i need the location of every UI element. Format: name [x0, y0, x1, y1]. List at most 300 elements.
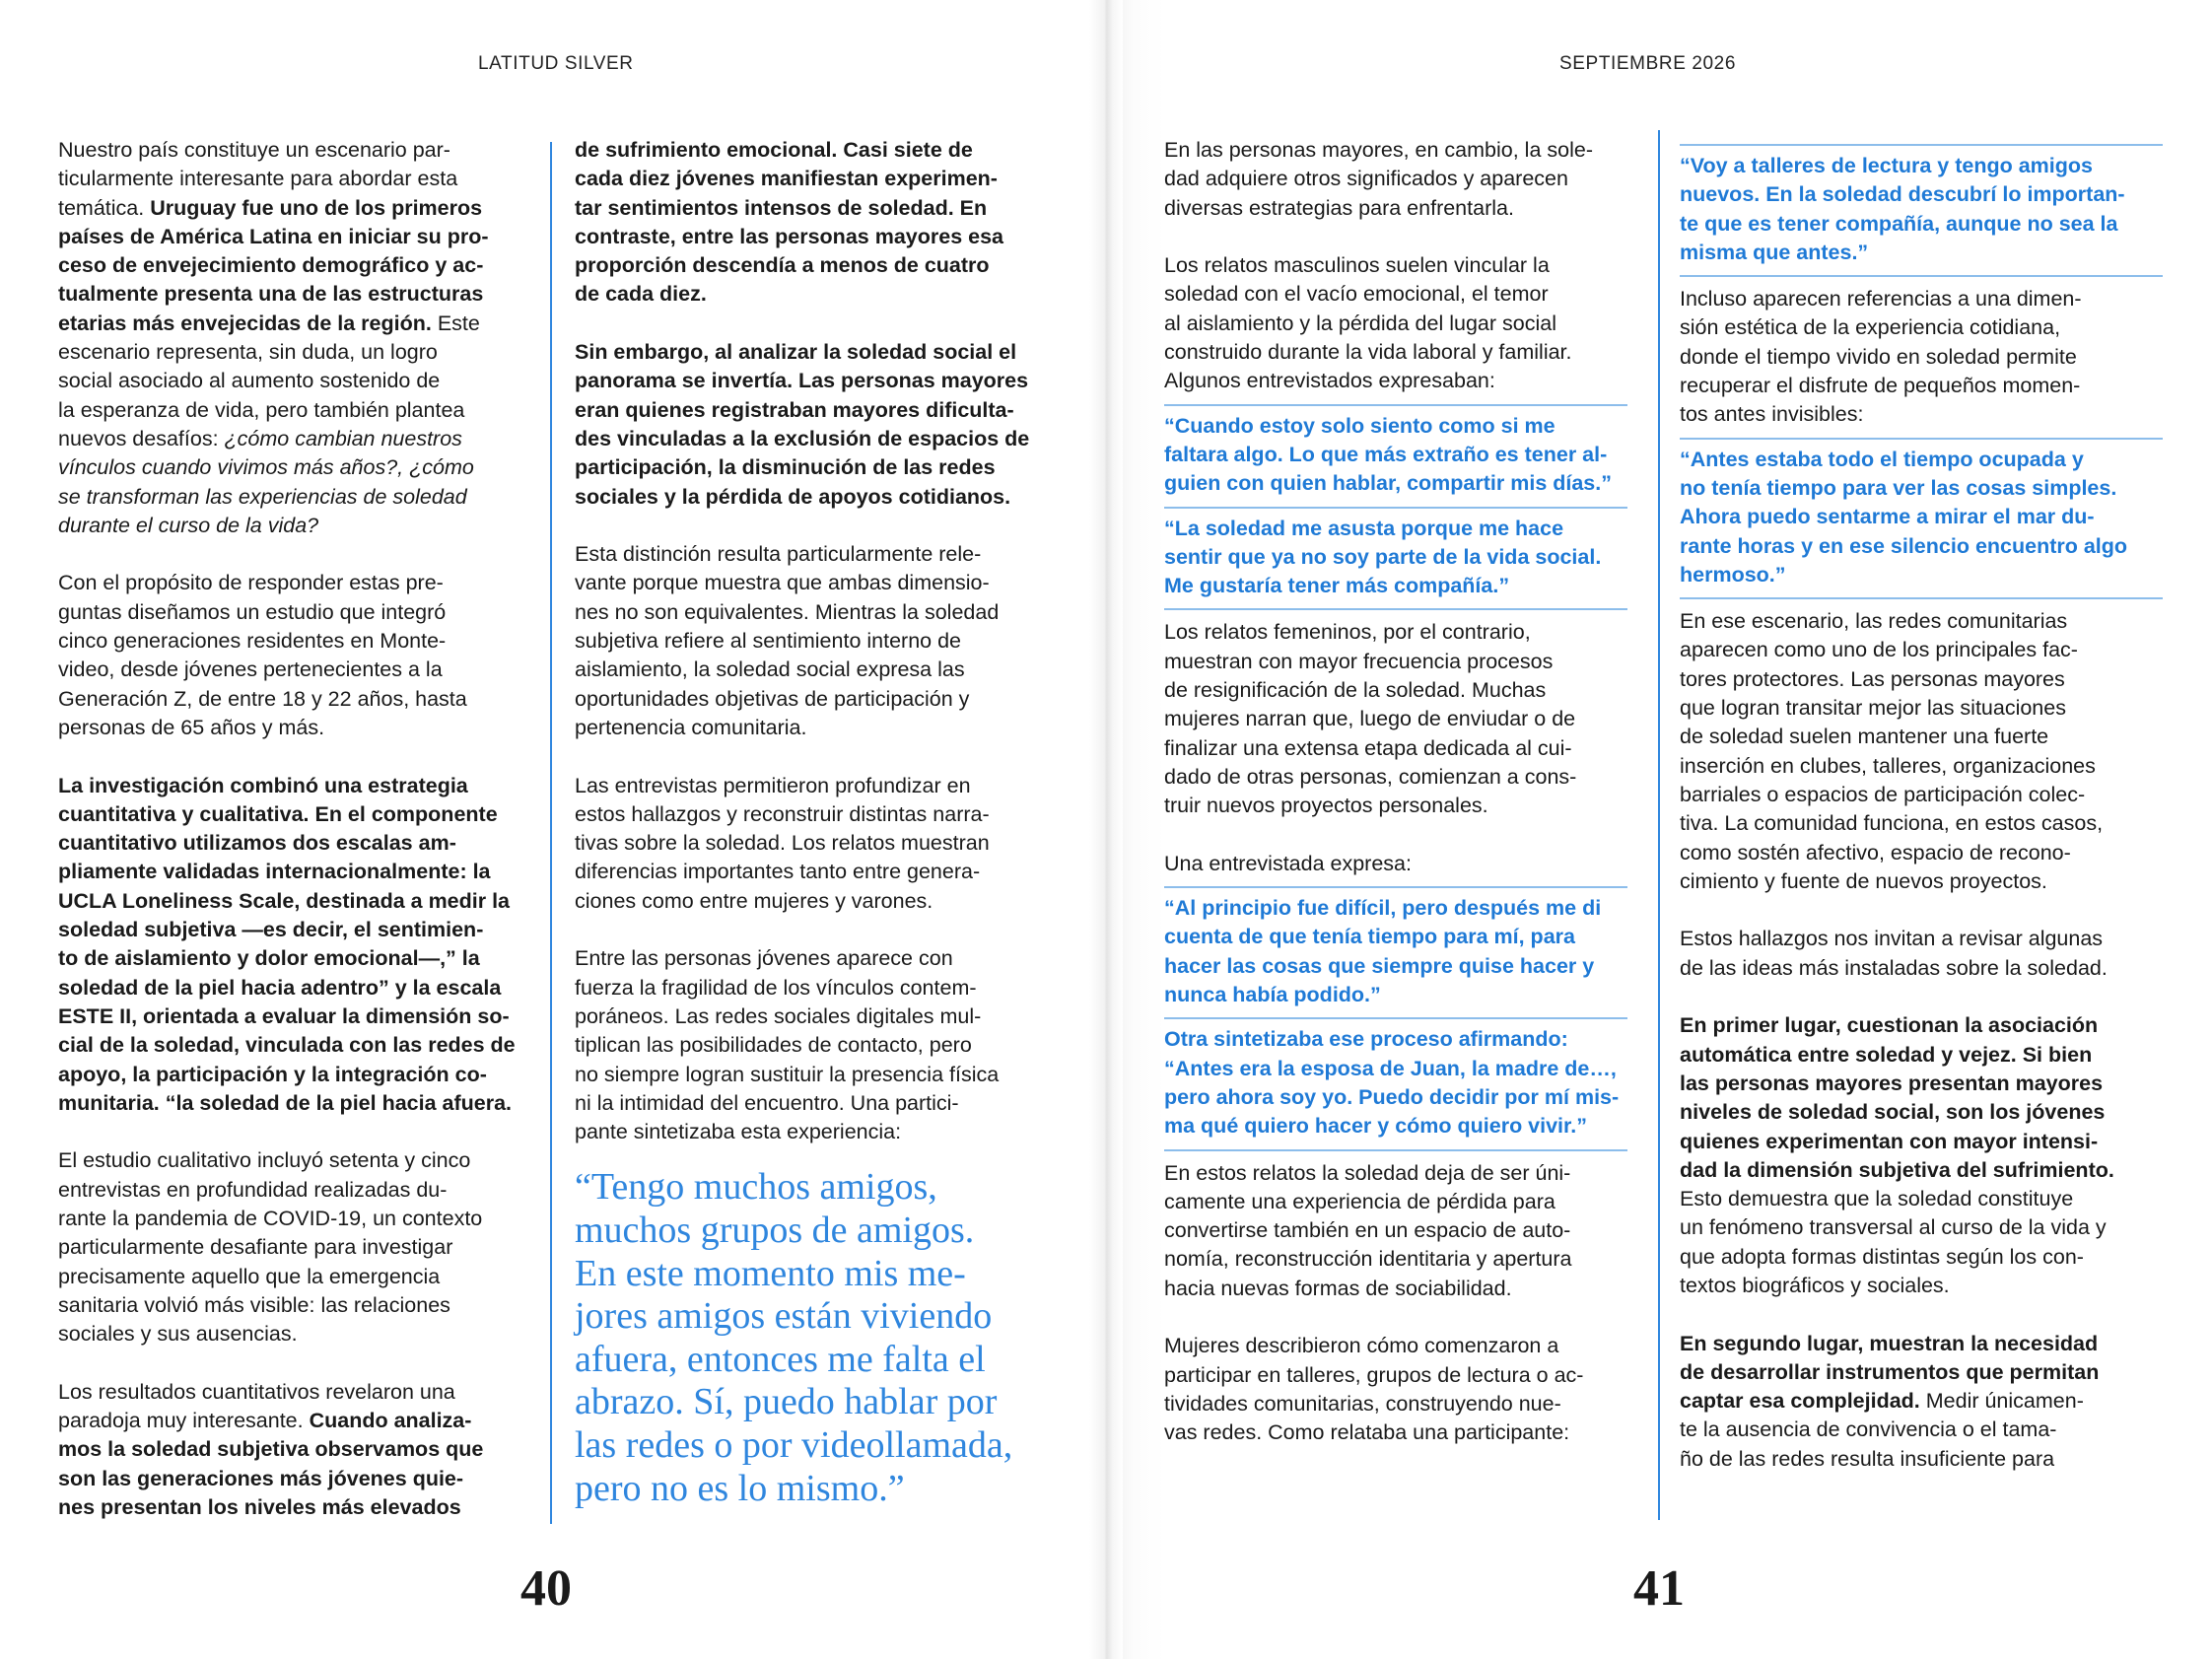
text-run: cial de la soledad, vinculada con las redes de — [58, 1033, 516, 1058]
text-line — [1680, 781, 2163, 809]
text-run: En segundo lugar, muestran la necesidad — [1680, 1331, 2099, 1355]
text-line — [575, 569, 1068, 597]
text-line — [575, 396, 1068, 425]
text-run: oportunidades objetivas de participación y — [575, 686, 970, 711]
text-line — [1680, 1330, 2163, 1358]
text-line — [1680, 1156, 2163, 1185]
text-run: munitaria. “la soledad de la piel hacia afuera. — [58, 1090, 513, 1115]
text-run: ciones como entre mujeres y varones. — [575, 888, 933, 913]
text-run: dad la dimensión subjetiva del sufrimiento. — [1680, 1157, 2114, 1182]
text-run: pertenencia comunitaria. — [575, 715, 807, 739]
text-run: Con el propósito de responder estas pre- — [58, 571, 444, 595]
interview-quote — [1680, 144, 2163, 277]
text-run: de las ideas más instaladas sobre la soledad. — [1680, 955, 2108, 980]
text-run: ¿cómo cambian nuestros — [224, 426, 462, 450]
text-line: abrazo. Sí, puedo hablar por — [575, 1381, 998, 1423]
text-line — [58, 512, 551, 540]
text-line — [1680, 1185, 2163, 1213]
text-run: sociales y la pérdida de apoyos cotidianos. — [575, 484, 1011, 509]
text-run: Estos hallazgos nos invitan a revisar algunas — [1680, 927, 2104, 951]
text-run: personas de 65 años y más. — [58, 715, 325, 739]
text-run: tiplican las posibilidades de contacto, pero — [575, 1033, 972, 1058]
text-run: aislamiento, la soledad social expresa las — [575, 657, 965, 682]
text-line: recuperar el disfrute de pequeños momen- — [1680, 374, 2081, 398]
text-line — [575, 598, 1068, 627]
text-run: Cuando analiza- — [309, 1409, 472, 1433]
text-run: de soledad suelen mantener una fuerte — [1680, 725, 2049, 749]
text-line — [1680, 1041, 2163, 1070]
column-body — [1164, 136, 1627, 396]
interview-quote — [1164, 509, 1627, 611]
text-run: Medir únicamen- — [1919, 1389, 2084, 1414]
text-run: textos biográficos y sociales. — [1680, 1273, 1950, 1297]
text-line — [58, 338, 551, 367]
text-line — [58, 425, 551, 453]
column-body — [1164, 1159, 1627, 1448]
text-line — [58, 280, 551, 309]
pull-quote — [575, 1166, 1068, 1510]
text-line: convertirse también en un espacio de auto- — [1164, 1218, 1571, 1243]
text-run: subjetiva refiere al sentimiento interno de — [575, 629, 961, 654]
text-run: social asociado al aumento sostenido de — [58, 369, 441, 393]
text-run: particularmente desafiante para investigar — [58, 1235, 453, 1260]
text-line — [1680, 867, 2163, 896]
paragraph-gap — [1164, 223, 1627, 251]
text-line — [58, 1233, 551, 1262]
text-run: se transforman las experiencias de soledad — [58, 484, 467, 509]
text-run: Sin embargo, al analizar la soledad social el — [575, 340, 1017, 365]
text-line: ma qué quiero hacer y cómo quiero vivir.” — [1164, 1114, 1587, 1139]
text-line — [58, 310, 551, 338]
text-line — [575, 772, 1068, 800]
text-line — [1680, 1070, 2163, 1098]
interview-quote — [1164, 1019, 1627, 1150]
text-run: En primer lugar, cuestionan la asociación — [1680, 1013, 2099, 1038]
text-line — [58, 887, 551, 916]
text-line: hacer las cosas que siempre quise hacer y — [1164, 953, 1595, 978]
text-line: “Antes era la esposa de Juan, la madre de…, — [1164, 1056, 1617, 1080]
column-body — [1680, 285, 2163, 429]
paragraph-gap — [575, 742, 1068, 771]
text-line: guien con quien hablar, compartir mis días.” — [1164, 471, 1612, 496]
text-line: finalizar una extensa etapa dedicada al cui- — [1164, 735, 1572, 760]
paragraph-gap — [575, 512, 1068, 540]
text-line: al aislamiento y la pérdida del lugar social — [1164, 311, 1556, 335]
text-line — [575, 685, 1068, 714]
paragraph-gap — [58, 742, 551, 771]
text-line — [575, 223, 1068, 251]
text-line: cuenta de que tenía tiempo para mí, para — [1164, 925, 1575, 949]
text-line: vas redes. Como relataba una participante: — [1164, 1420, 1570, 1445]
text-line — [575, 656, 1068, 684]
text-line — [58, 858, 551, 886]
text-line: Otra sintetizaba ese proceso afirmando: — [1164, 1027, 1568, 1052]
text-run: to de aislamiento y dolor emocional—,” la — [58, 946, 480, 971]
text-run: tivas sobre la soledad. Los relatos muestran — [575, 831, 990, 856]
text-run: tiva. La comunidad funciona, en estos casos, — [1680, 811, 2104, 836]
text-line: “Voy a talleres de lectura y tengo amigos — [1680, 154, 2093, 177]
text-run: etarias más envejecidas de la región. — [58, 311, 432, 335]
text-line — [1680, 1387, 2163, 1416]
text-line — [58, 916, 551, 944]
text-run: Las entrevistas permitieron profundizar en — [575, 773, 971, 797]
text-line: nomía, reconstrucción identitaria y apertura — [1164, 1247, 1572, 1272]
text-run: pliamente validadas internacionalmente: la — [58, 860, 491, 884]
text-line — [575, 974, 1068, 1002]
text-line: “Tengo muchos amigos, — [575, 1166, 937, 1209]
text-run: países de América Latina en iniciar su pro- — [58, 224, 489, 248]
text-run: un fenómeno transversal al curso de la vida y — [1680, 1215, 2107, 1240]
text-line: construido durante la vida laboral y familiar. — [1164, 340, 1572, 365]
text-run: quienes experimentan con mayor intensi- — [1680, 1129, 2099, 1153]
text-run: sociales y sus ausencias. — [58, 1322, 298, 1347]
text-run: inserción en clubes, talleres, organizaciones — [1680, 753, 2096, 778]
text-line — [58, 223, 551, 251]
text-run: Nuestro país constituye un escenario par- — [58, 138, 450, 162]
text-run: no siempre logran sustituir la presencia física — [575, 1062, 1000, 1086]
text-run: pante sintetizaba esta experiencia: — [575, 1120, 902, 1144]
text-line — [575, 540, 1068, 569]
text-run: proporción descendía a menos de cuatro — [575, 253, 990, 278]
text-run: barriales o espacios de participación colec- — [1680, 782, 2086, 806]
text-line — [575, 338, 1068, 367]
text-line — [58, 367, 551, 395]
text-line — [58, 714, 551, 742]
text-run: ceso de envejecimiento demográfico y ac- — [58, 253, 484, 278]
text-line: de resignificación de la soledad. Muchas — [1164, 678, 1547, 703]
text-line — [575, 627, 1068, 656]
running-head-right: SEPTIEMBRE 2026 — [1559, 53, 1737, 74]
text-line — [1680, 694, 2163, 723]
text-run: panorama se invertía. Las personas mayores — [575, 369, 1029, 393]
column-divider — [550, 142, 552, 1524]
text-line — [1680, 1416, 2163, 1444]
text-line: truir nuevos proyectos personales. — [1164, 794, 1488, 818]
text-line — [1680, 636, 2163, 664]
text-line: Ahora puedo sentarme a mirar el mar du- — [1680, 505, 2095, 529]
text-line — [58, 944, 551, 973]
text-line: hacia nuevas formas de sociabilidad. — [1164, 1276, 1512, 1300]
text-run: eran quienes registraban mayores dificulta- — [575, 397, 1014, 422]
right-column-1 — [1164, 136, 1627, 1447]
text-run: de desarrollar instrumentos que permitan — [1680, 1359, 2100, 1384]
text-line: tos antes invisibles: — [1680, 402, 1864, 427]
text-line: diversas estrategias para enfrentarla. — [1164, 195, 1514, 220]
text-line: las redes o por videollamada, — [575, 1423, 1013, 1466]
text-line — [575, 367, 1068, 395]
text-run: poráneos. Las redes sociales digitales mul- — [575, 1003, 982, 1028]
text-run: estos hallazgos y reconstruir distintas narra- — [575, 801, 990, 826]
text-line — [575, 858, 1068, 886]
text-line — [58, 1146, 551, 1175]
column-body — [1680, 607, 2163, 1474]
text-run: vante porque muestra que ambas dimensio- — [575, 571, 990, 595]
text-run: entrevistas en profundidad realizadas du- — [58, 1177, 448, 1202]
text-run: durante el curso de la vida? — [58, 513, 319, 537]
text-run: cuantitativo utilizamos dos escalas am- — [58, 831, 456, 856]
text-line — [58, 251, 551, 280]
text-run: automática entre soledad y vejez. Si bien — [1680, 1042, 2093, 1067]
text-line — [58, 1205, 551, 1233]
text-line — [575, 483, 1068, 512]
text-line — [58, 656, 551, 684]
text-run: cada diez jóvenes manifiestan experimen- — [575, 167, 998, 191]
text-line — [575, 1061, 1068, 1089]
text-line: “Antes estaba todo el tiempo ocupada y — [1680, 447, 2084, 471]
text-run: captar esa complejidad. — [1680, 1389, 1920, 1414]
text-line — [575, 453, 1068, 482]
text-line — [58, 165, 551, 193]
text-line: camente una experiencia de pérdida para — [1164, 1189, 1555, 1213]
page-number-right: 41 — [1633, 1560, 1685, 1617]
text-line: Mujeres describieron cómo comenzaron a — [1164, 1334, 1559, 1358]
text-run: escenario representa, sin duda, un logro — [58, 340, 438, 365]
text-line — [58, 1320, 551, 1348]
text-line — [575, 1118, 1068, 1146]
text-run: participación, la disminución de las redes — [575, 455, 996, 480]
text-run: sanitaria volvió más visible: las relaciones — [58, 1292, 450, 1317]
text-run: Entre las personas jóvenes aparece con — [575, 946, 953, 971]
text-run: niveles de soledad social, son los jóvenes — [1680, 1100, 2106, 1125]
text-line: afuera, entonces me falta el — [575, 1338, 986, 1380]
running-head-left: LATITUD SILVER — [478, 53, 634, 74]
text-line: En las personas mayores, en cambio, la sole- — [1164, 138, 1593, 162]
text-line: En este momento mis me- — [575, 1252, 966, 1294]
text-run: diferencias importantes tanto entre genera- — [575, 860, 981, 884]
text-run: Esta distinción resulta particularmente rele- — [575, 542, 982, 567]
text-line — [575, 944, 1068, 973]
text-line: faltara algo. Lo que más extraño es tener al- — [1164, 442, 1608, 466]
text-line — [575, 1002, 1068, 1031]
text-line — [1680, 925, 2163, 953]
text-line: Los relatos masculinos suelen vincular la — [1164, 253, 1550, 278]
text-line — [1680, 723, 2163, 751]
text-line — [575, 280, 1068, 309]
text-run: Este — [431, 311, 480, 335]
text-line — [58, 627, 551, 656]
text-run: En ese escenario, las redes comunitarias — [1680, 609, 2068, 634]
text-run: rante la pandemia de COVID-19, un contexto — [58, 1206, 483, 1230]
text-line: soledad con el vacío emocional, el temor — [1164, 282, 1549, 307]
text-line: Incluso aparecen referencias a una dimen- — [1680, 287, 2082, 311]
paragraph-gap — [58, 1118, 551, 1146]
column-body — [1164, 618, 1627, 878]
interview-quote — [1680, 438, 2163, 599]
text-line — [58, 1493, 551, 1522]
text-run: aparecen como uno de los principales fac- — [1680, 638, 2078, 662]
text-line: “Al principio fue difícil, pero después me di — [1164, 896, 1602, 921]
text-line: dad adquiere otros significados y aparecen — [1164, 167, 1568, 191]
text-run: son las generaciones más jóvenes quie- — [58, 1466, 464, 1490]
text-run: UCLA Loneliness Scale, destinada a medir la — [58, 888, 511, 913]
right-page — [1106, 0, 2212, 1659]
interview-quote — [1164, 404, 1627, 509]
text-line — [58, 1465, 551, 1493]
text-run: nes no son equivalentes. Mientras la soledad — [575, 599, 1000, 624]
text-line — [575, 251, 1068, 280]
text-line — [1680, 809, 2163, 838]
paragraph-gap — [1164, 821, 1627, 850]
text-line — [58, 1176, 551, 1205]
text-line — [1680, 1445, 2163, 1474]
paragraph-gap — [575, 916, 1068, 944]
text-line — [58, 598, 551, 627]
book-gutter — [1089, 0, 1123, 1659]
text-run: las personas mayores presentan mayores — [1680, 1071, 2104, 1095]
paragraph-gap — [1680, 1300, 2163, 1329]
left-column-2 — [575, 136, 1068, 1510]
text-run: cuantitativa y cualitativa. En el componente — [58, 801, 498, 826]
text-line: sentir que ya no soy parte de la vida social. — [1164, 544, 1602, 569]
text-line — [1680, 665, 2163, 694]
text-run: Uruguay fue uno de los primeros — [150, 195, 483, 220]
text-run: contraste, entre las personas mayores esa — [575, 224, 1003, 248]
text-line — [58, 1291, 551, 1320]
text-line: jores amigos están viviendo — [575, 1295, 993, 1338]
text-line: pero no es lo mismo.” — [575, 1467, 905, 1509]
text-run: te la ausencia de convivencia o el tama- — [1680, 1417, 2057, 1442]
column-body — [575, 136, 1068, 1146]
text-line — [58, 453, 551, 482]
text-line: nuevos. En la soledad descubrí lo importan- — [1680, 182, 2125, 207]
text-line — [58, 1031, 551, 1060]
text-line — [58, 974, 551, 1002]
text-line: mujeres narran que, luego de enviudar o de — [1164, 707, 1576, 731]
text-line — [58, 1263, 551, 1291]
text-run: tores protectores. Las personas mayores — [1680, 666, 2065, 691]
text-line: hermoso.” — [1680, 562, 1786, 587]
text-line: “Cuando estoy solo siento como si me — [1164, 413, 1555, 438]
text-line: En estos relatos la soledad deja de ser úni- — [1164, 1160, 1571, 1185]
text-line — [58, 483, 551, 512]
text-line — [575, 1031, 1068, 1060]
text-run: video, desde jóvenes pertenecientes a la — [58, 657, 443, 682]
text-line — [58, 194, 551, 223]
text-line — [1680, 1098, 2163, 1127]
text-run: tar sentimientos intensos de soledad. En — [575, 195, 988, 220]
interview-quote — [1164, 886, 1627, 1019]
text-line — [1680, 1213, 2163, 1242]
text-line: muchos grupos de amigos. — [575, 1209, 975, 1251]
text-line — [1680, 1011, 2163, 1040]
text-line — [575, 887, 1068, 916]
text-line — [575, 136, 1068, 165]
text-run: fuerza la fragilidad de los vínculos contem- — [575, 975, 977, 1000]
text-line: sión estética de la experiencia cotidiana, — [1680, 315, 2061, 340]
text-run: ño de las redes resulta insuficiente para — [1680, 1446, 2055, 1471]
text-run: cimiento y fuente de nuevos proyectos. — [1680, 868, 2047, 893]
text-line — [575, 714, 1068, 742]
text-line: Algunos entrevistados expresaban: — [1164, 369, 1495, 393]
paragraph-gap — [1680, 983, 2163, 1011]
text-line — [1680, 1128, 2163, 1156]
text-line — [58, 829, 551, 858]
text-run: de cada diez. — [575, 282, 707, 307]
text-run: cinco generaciones residentes en Monte- — [58, 629, 447, 654]
text-line — [58, 1061, 551, 1089]
text-line — [58, 1002, 551, 1031]
text-run: El estudio cualitativo incluyó setenta y cinco — [58, 1148, 471, 1173]
text-line — [58, 1378, 551, 1407]
text-line — [58, 136, 551, 165]
text-line — [58, 1089, 551, 1118]
text-line — [58, 772, 551, 800]
text-run: la esperanza de vida, pero también plantea — [58, 397, 465, 422]
text-line — [1680, 1358, 2163, 1387]
text-run: La investigación combinó una estrategia — [58, 773, 468, 797]
text-run: soledad subjetiva —es decir, el sentimien- — [58, 918, 484, 942]
left-column-1 — [58, 136, 551, 1522]
paragraph-gap — [58, 1348, 551, 1377]
page-number-left: 40 — [520, 1560, 572, 1617]
text-line: dado de otras personas, comienzan a cons- — [1164, 764, 1577, 789]
text-line: misma que antes.” — [1680, 240, 1869, 264]
text-run: ticularmente interesante para abordar esta — [58, 167, 458, 191]
text-run: nes presentan los niveles más elevados — [58, 1494, 461, 1519]
text-run: que logran transitar mejor las situaciones — [1680, 696, 2066, 721]
text-line: muestran con mayor frecuencia procesos — [1164, 649, 1554, 673]
text-line — [575, 1089, 1068, 1118]
text-line — [575, 194, 1068, 223]
text-run: Esto demuestra que la soledad constituye — [1680, 1187, 2074, 1211]
text-run: Generación Z, de entre 18 y 22 años, hasta — [58, 686, 467, 711]
text-run: paradoja muy interesante. — [58, 1409, 310, 1433]
text-line: participar en talleres, grupos de lectura o ac- — [1164, 1362, 1584, 1387]
text-line — [575, 829, 1068, 858]
text-line — [575, 165, 1068, 193]
text-run: ESTE II, orientada a evaluar la dimensión so- — [58, 1003, 510, 1028]
text-line — [1680, 839, 2163, 867]
paragraph-gap — [1680, 896, 2163, 925]
text-line: Me gustaría tener más compañía.” — [1164, 574, 1510, 598]
text-run: temática. — [58, 195, 151, 220]
text-line — [58, 800, 551, 829]
text-line: “La soledad me asusta porque me hace — [1164, 516, 1564, 540]
text-line — [1680, 1272, 2163, 1300]
column-divider — [1658, 130, 1660, 1520]
text-run: des vinculadas a la exclusión de espacios de — [575, 426, 1030, 450]
text-run: como sostén afectivo, espacio de recono- — [1680, 840, 2071, 864]
text-line — [58, 685, 551, 714]
text-line: Una entrevistada expresa: — [1164, 851, 1412, 875]
text-line — [575, 800, 1068, 829]
text-run: de sufrimiento emocional. Casi siete de — [575, 138, 973, 162]
text-run: vínculos cuando vivimos más años?, ¿cómo — [58, 455, 474, 480]
text-run: guntas diseñamos un estudio que integró — [58, 599, 447, 624]
text-line — [1680, 954, 2163, 983]
text-run: tualmente presenta una de las estructuras — [58, 282, 484, 307]
text-run: mos la soledad subjetiva observamos que — [58, 1437, 484, 1462]
paragraph-gap — [1164, 1303, 1627, 1332]
paragraph-gap — [575, 310, 1068, 338]
text-run: Los resultados cuantitativos revelaron una — [58, 1379, 455, 1404]
text-line: tividades comunitarias, construyendo nue- — [1164, 1391, 1561, 1416]
text-run: nuevos desafíos: — [58, 426, 225, 450]
text-line — [1680, 607, 2163, 636]
text-line: te que es tener compañía, aunque no sea la — [1680, 211, 2118, 236]
text-run: apoyo, la participación y la integración co- — [58, 1062, 487, 1086]
text-run: soledad de la piel hacia adentro” y la escala — [58, 975, 502, 1000]
text-line: Los relatos femeninos, por el contrario, — [1164, 620, 1531, 645]
text-line — [58, 396, 551, 425]
text-run: que adopta formas distintas según los con- — [1680, 1244, 2084, 1269]
text-run: ni la intimidad del encuentro. Una partici- — [575, 1090, 959, 1115]
text-line — [575, 425, 1068, 453]
text-line: pero ahora soy yo. Puedo decidir por mí mis- — [1164, 1084, 1620, 1109]
text-line — [1680, 1243, 2163, 1272]
paragraph-gap — [58, 540, 551, 569]
text-line — [1680, 752, 2163, 781]
